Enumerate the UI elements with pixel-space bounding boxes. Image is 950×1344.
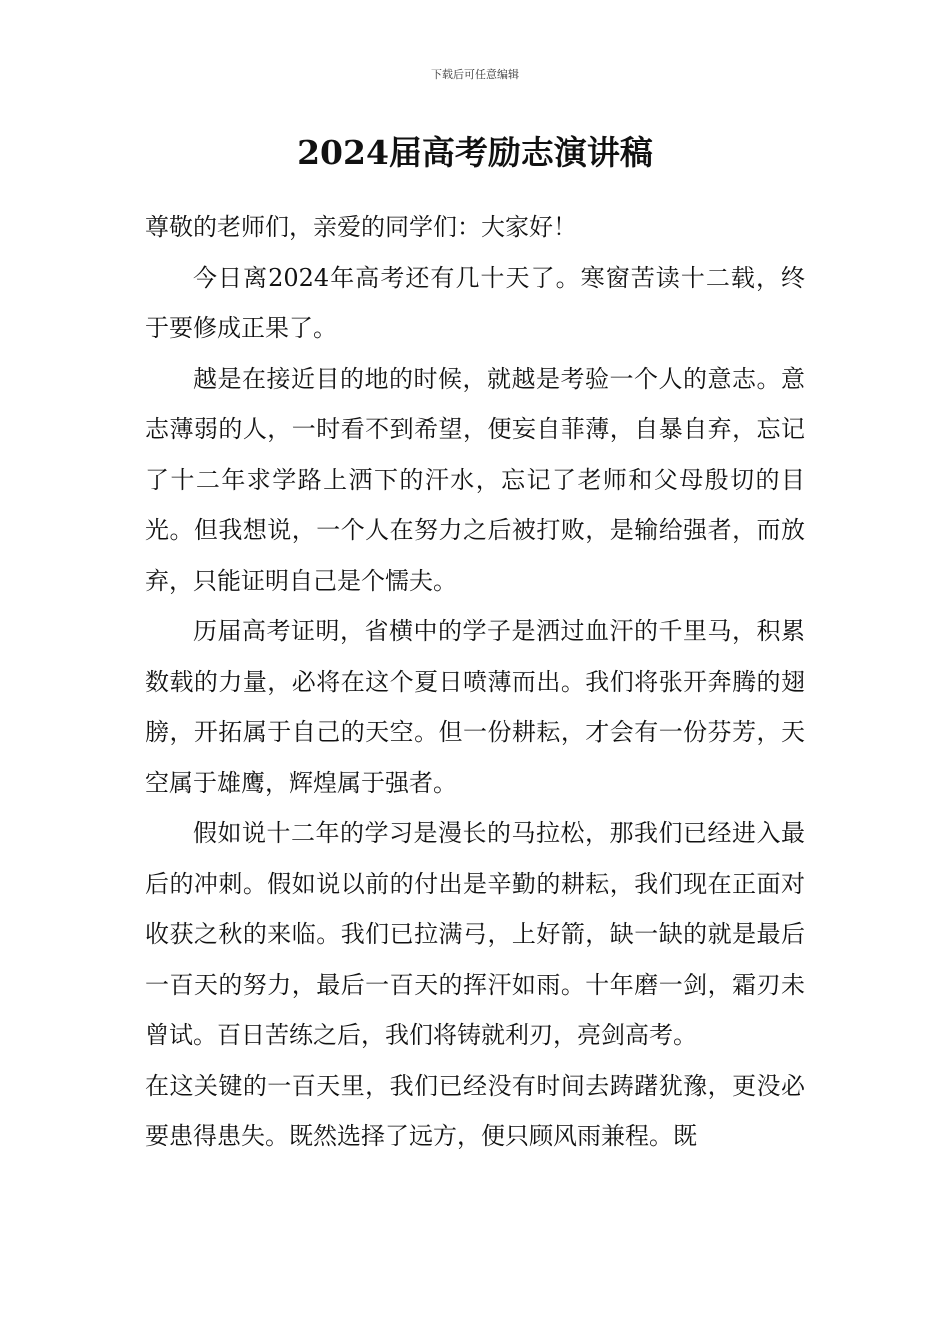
paragraph: 越是在接近目的地的时候，就越是考验一个人的意志。意志薄弱的人，一时看不到希望，便妄自菲薄，自暴自弃，忘记了十二年求学路上洒下的汗水，忘记了老师和父母殷切的目光。但我想说，一个人在努力之后被打败，是输给强者，而放弃，只能证明自己是个懦夫。 <box>145 364 805 595</box>
paragraph-greeting: 尊敬的老师们，亲爱的同学们：大家好！ <box>145 213 577 241</box>
paragraph: 今日离2024年高考还有几十天了。寒窗苦读十二载，终于要修成正果了。 <box>145 263 805 342</box>
document-body <box>145 202 805 1162</box>
page-title: 2024届高考励志演讲稿 <box>297 133 653 172</box>
paragraph: 假如说十二年的学习是漫长的马拉松，那我们已经进入最后的冲刺。假如说以前的付出是辛勤的耕耘，我们现在正面对收获之秋的来临。我们已拉满弓，上好箭，缺一缺的就是最后一百天的努力，最后一百天的挥汗如雨。十年磨一剑，霜刃未曾试。百日苦练之后，我们将铸就利刃，亮剑高考。 <box>145 819 805 1049</box>
header-note: 下载后可任意编辑 <box>431 68 519 81</box>
paragraph: 历届高考证明，省横中的学子是洒过血汗的千里马，积累数载的力量，必将在这个夏日喷薄而出。我们将张开奔腾的翅膀，开拓属于自己的天空。但一份耕耘，才会有一份芬芳，天空属于雄鹰，辉煌属于强者。 <box>145 617 805 797</box>
paragraph: 在这关键的一百天里，我们已经没有时间去踌躇犹豫，更没必要患得患失。既然选择了远方，便只顾风雨兼程。既 <box>145 1071 805 1150</box>
